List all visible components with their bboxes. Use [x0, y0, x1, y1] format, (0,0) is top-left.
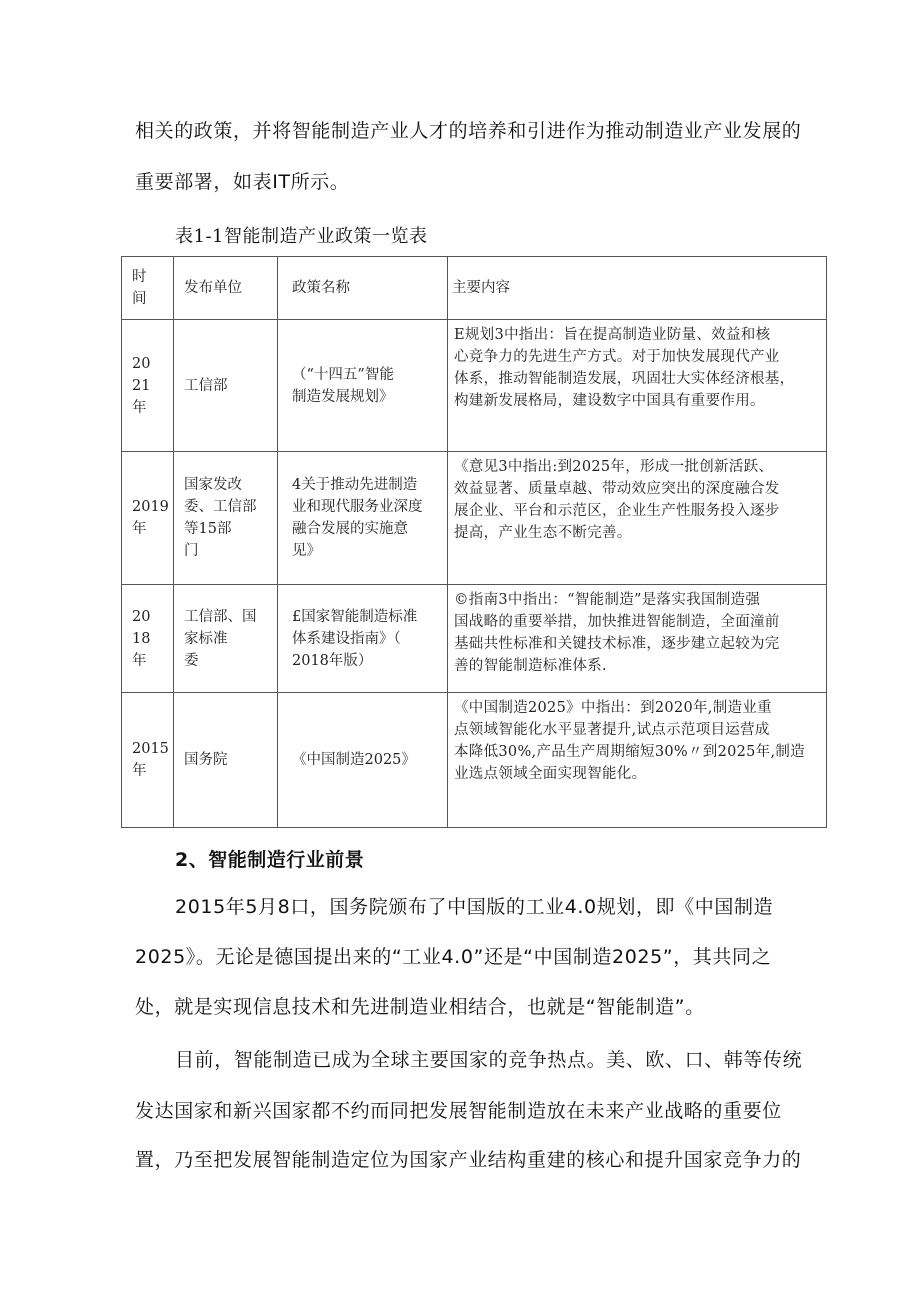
cell-time: 20 18 年 [122, 585, 174, 693]
cell-policy-name: 《中国制造2025》 [278, 693, 448, 828]
table-row [122, 452, 827, 585]
intro-line-1: 相关的政策，并将智能制造产业人才的培养和引进作为推动制造业产业发展的 [135, 120, 802, 142]
cell-unit: 国务院 [174, 693, 278, 828]
cell-unit: 国家发改 委、工信部 等15部 门 [174, 452, 278, 585]
table-row [122, 693, 827, 828]
paragraph2-line-3: 置，乃至把发展智能制造定位为国家产业结构重建的核心和提升国家竞争力的 [135, 1149, 802, 1171]
cell-content: 《中国制造2025》中指出：到2020年,制造业重 点领域智能化水平显著提升,试点示范项目运营成 本降低30%,产品生产周期缩短30%〃到2025年,制造 业选点领域全面实现智能化。 [448, 693, 827, 828]
paragraph1-line-3: 处，就是实现信息技术和先进制造业相结合，也就是“智能制造”。 [135, 996, 705, 1018]
cell-content: 《意见3中指出:到2025年，形成一批创新活跃、 效益显著、质量卓越、带动效应突出的深度融合发 展企业、平台和示范区，企业生产性服务投入逐步 提高，产业生态不断完善。 [448, 452, 827, 585]
paragraph1-line-2: 2025》。无论是德国提出来的“工业4.0”还是“中国制造2025”，其共同之 [135, 946, 772, 968]
cell-unit: 工信部 [174, 320, 278, 452]
section-heading: 2、智能制造行业前景 [175, 849, 365, 871]
cell-time: 2019 年 [122, 452, 174, 585]
cell-policy-name: 4关于推动先进制造 业和现代服务业深度 融合发展的实施意 见》 [278, 452, 448, 585]
cell-content: ©指南3中指出：“智能制造”是落实我国制造强 国战略的重要举措，加快推进智能制造，全面潼前 基础共性标准和关键技术标准，逐步建立起较为完 善的智能制造标准体系. [448, 585, 827, 693]
cell-policy-name: £国家智能制造标准 体系建设指南》（ 2018年版） [278, 585, 448, 693]
cell-policy-name: （“十四五”智能 制造发展规划》 [278, 320, 448, 452]
header-time: 时 间 [122, 257, 174, 320]
paragraph2-line-1: 目前，智能制造已成为全球主要国家的竞争热点。美、欧、口、韩等传统 [175, 1049, 803, 1071]
cell-unit: 工信部、国 家标准 委 [174, 585, 278, 693]
header-content: 主要内容 [448, 257, 827, 320]
cell-content: E规划3中指出：旨在提高制造业防量、效益和核 心竞争力的先进生产方式。对于加快发展现代产业 体系，推动智能制造发展，巩固壮大实体经济根基， 构建新发展格局，建设数字中国具有重要作用。 [448, 320, 827, 452]
header-unit: 发布单位 [174, 257, 278, 320]
table-caption: 表1-1智能制造产业政策一览表 [175, 226, 428, 247]
policy-table [121, 256, 827, 828]
paragraph2-line-2: 发达国家和新兴国家都不约而同把发展智能制造放在未来产业战略的重要位 [135, 1100, 782, 1122]
table-row [122, 320, 827, 452]
header-name: 政策名称 [278, 257, 448, 320]
table-header-row [122, 257, 827, 320]
cell-time: 2015 年 [122, 693, 174, 828]
table-row [122, 585, 827, 693]
paragraph1-line-1: 2015年5月8口，国务院颁布了中国版的工业4.0规划，即《中国制造 [175, 896, 774, 918]
cell-time: 20 21 年 [122, 320, 174, 452]
intro-line-2: 重要部署，如表IT所示。 [135, 171, 350, 193]
